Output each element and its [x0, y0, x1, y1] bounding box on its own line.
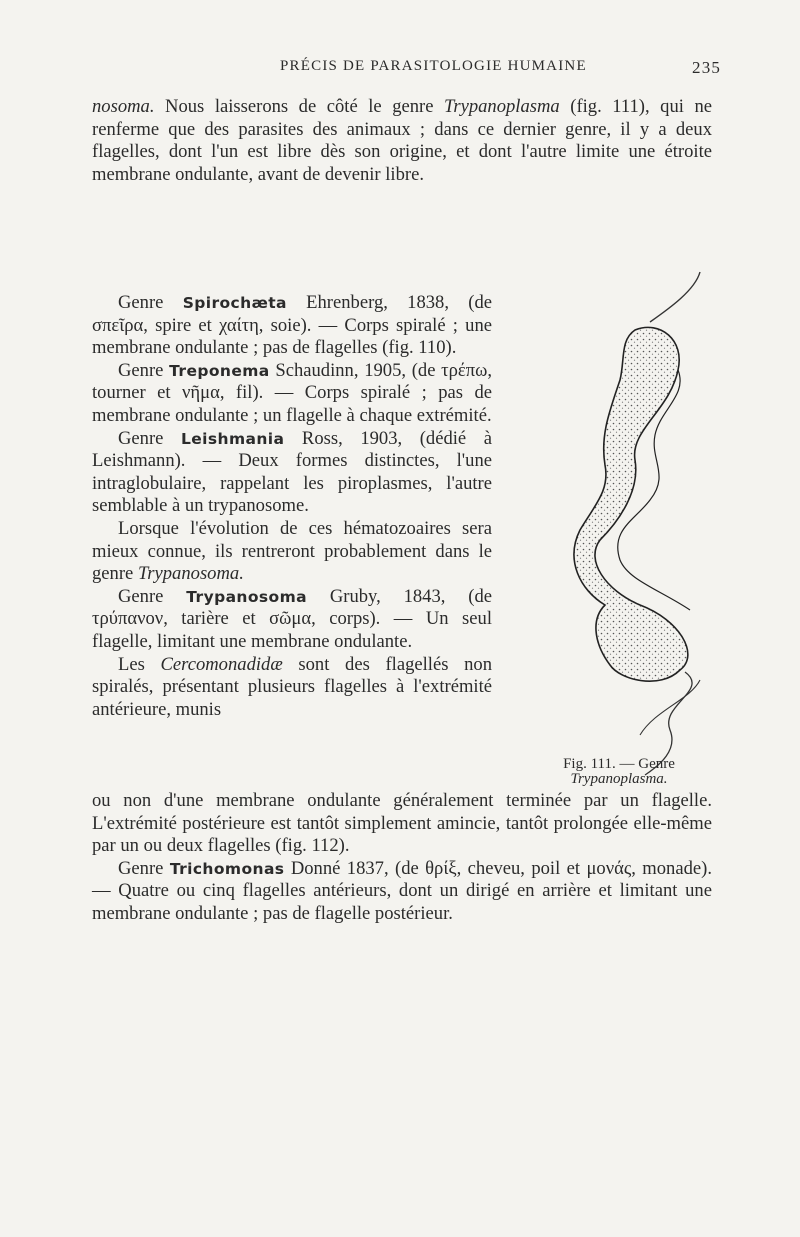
caption-line-2: Trypanoplasma. [570, 771, 668, 787]
genus-name-trypanosoma: Trypanosoma [186, 587, 307, 606]
figure-caption [514, 757, 724, 787]
paragraph-spirochaeta: Genre Spirochæta Ehrenberg, 1838, (de σπεῖρα, spire et χαίτη, soie). — Corps spiralé ; une membrane ondulante ; pas de flagelles (fig. 110). [92, 292, 492, 359]
genus-name-trichomonas: Trichomonas [169, 859, 285, 878]
paragraph-evolution: Lorsque l'évolution de ces hématozoaires sera mieux connue, ils rentreront probablement dans le genre Trypanosoma. [92, 517, 492, 585]
italic-genus-name: Trypanoplasma [444, 96, 560, 117]
continuation-block [92, 790, 712, 926]
paragraph-trichomonas: Genre Trichomonas Donné 1837, (de θρίξ, cheveu, poil et μονάς, monade). — Quatre ou cinq flagelles antérieurs, dont un dirigé en arrière et limitant une membrane ondulante ; pas de flagelle postérieur. [92, 857, 712, 924]
paragraph-trypanoplasma: nosoma. Nous laisserons de côté le genre Trypanoplasma (fig. 111), qui ne renferme que des parasites des animaux ; dans ce dernier genre, il y a deux flagelles, dont l'un est libre dès son origine, et dont l'autre limite une étroite membrane ondulante, avant de devenir libre. [92, 96, 712, 185]
caption-line-1: Fig. 111. — Genre [563, 756, 675, 772]
paragraph-trypanosoma: Genre Trypanosoma Gruby, 1843, (de τρύπανον, tarière et σῶμα, corps). — Un seul flagelle, limitant une membrane ondulante. [92, 585, 492, 652]
running-title: PRÉCIS DE PARASITOLOGIE HUMAINE [280, 58, 587, 74]
trypanoplasma-illustration [510, 260, 740, 790]
italic-genus-name: Trypanosoma. [137, 563, 244, 585]
intro-paragraph-block [92, 96, 712, 186]
paragraph-treponema: Genre Treponema Schaudinn, 1905, (de τρέπω, tourner et νῆμα, fil). — Corps spiralé ; pas de membrane ondulante ; un flagelle à chaque extrémité. [92, 359, 492, 426]
anterior-flagellum [650, 272, 700, 322]
genus-descriptions [92, 292, 492, 721]
page-number: 235 [692, 58, 722, 77]
italic-family-name: Cercomonadidæ [160, 653, 283, 675]
paragraph-cercomonadidae: Les Cercomonadidæ sont des flagellés non spiralés, présentant plusieurs flagelles à l'extrémité antérieure, munis [92, 653, 492, 720]
genus-name-leishmania: Leishmania [180, 429, 285, 448]
paragraph-leishmania: Genre Leishmania Ross, 1903, (dédié à Leishmann). — Deux formes distinctes, l'une intraglobulaire, rappelant les piroplasmes, l'autre semblable à un trypanosome. [92, 427, 492, 517]
cell-body [574, 327, 688, 681]
paragraph-membrane: ou non d'une membrane ondulante généralement terminée par un flagelle. L'extrémité postérieure est tantôt simplement amincie, tantôt prolongée elle-même par un ou deux flagelles (fig. 112). [92, 790, 712, 857]
genus-name-spirochaeta: Spirochæta [182, 294, 287, 312]
italic-term: nosoma. [92, 96, 155, 117]
genus-name-treponema: Treponema [169, 361, 270, 380]
